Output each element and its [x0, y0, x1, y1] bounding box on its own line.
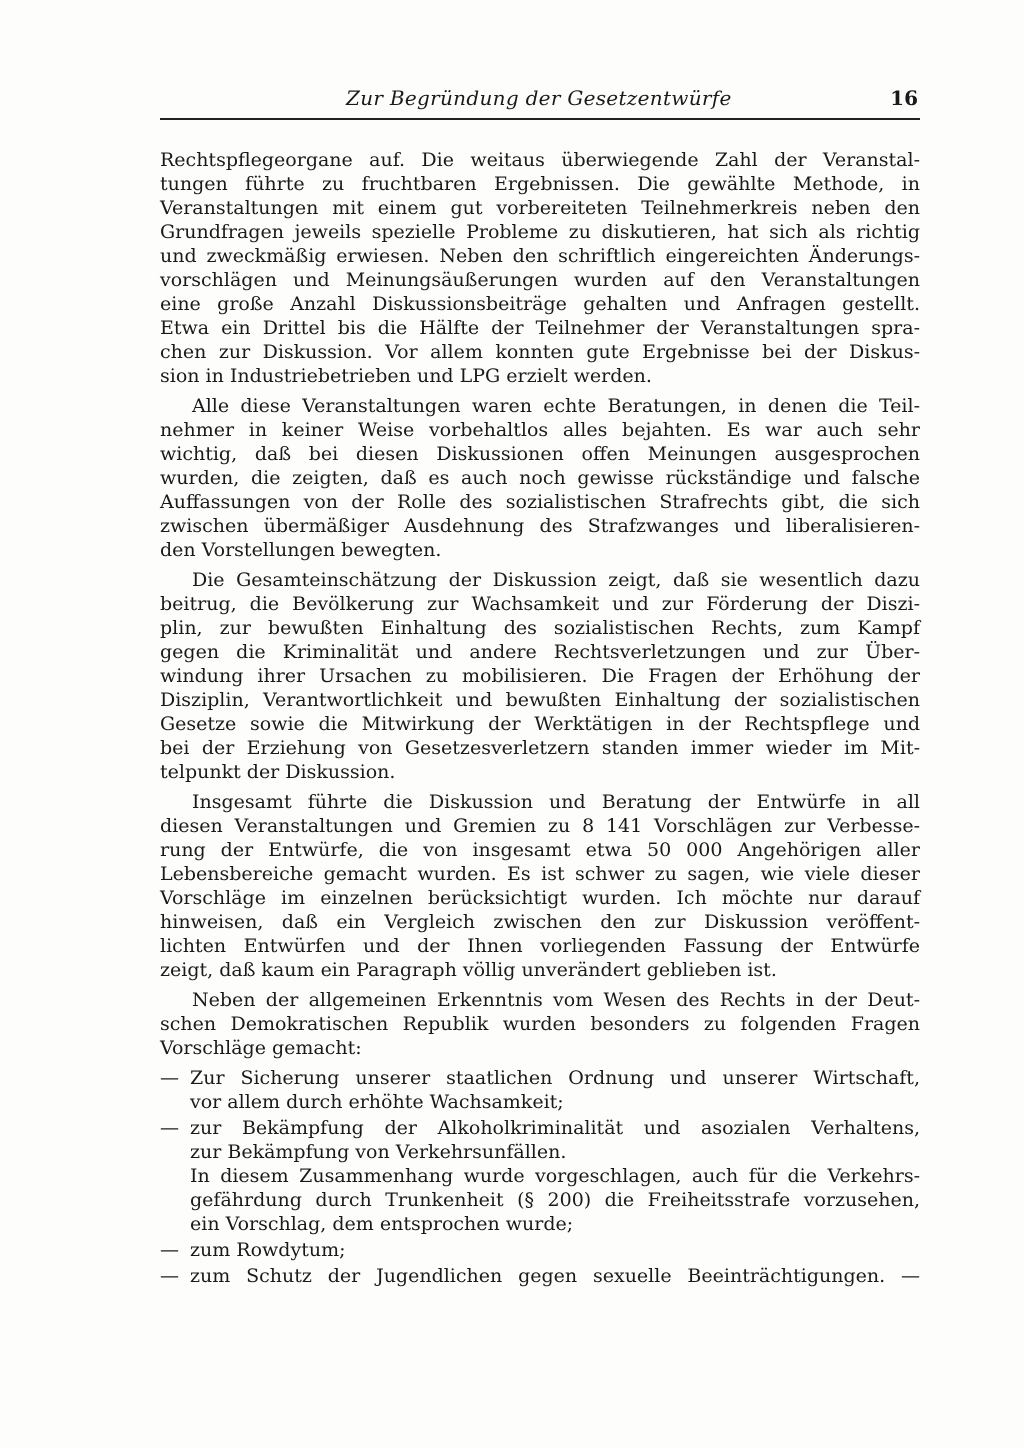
text-line: hinweisen, daß ein Vergleich zwischen den zur Diskussion veröffent-	[160, 911, 920, 933]
text-line: Vorschläge im einzelnen berücksichtigt wurden. Ich möchte nur darauf	[160, 887, 920, 909]
text-line: plin, zur bewußten Einhaltung des sozialistischen Rechts, zum Kampf	[160, 617, 920, 639]
text-line: Neben der allgemeinen Erkenntnis vom Wesen des Rechts in der Deut-	[192, 989, 920, 1011]
paragraph-5	[160, 988, 920, 1060]
paragraph-2	[160, 394, 920, 562]
dash-bullet: —	[160, 1265, 179, 1287]
list-item	[160, 1264, 920, 1288]
text-line: windung ihrer Ursachen zu mobilisieren. Die Fragen der Erhöhung der	[160, 665, 920, 687]
text-line: wichtig, daß bei diesen Diskussionen offen Meinungen ausgesprochen	[160, 443, 920, 465]
text-line: und zweckmäßig erwiesen. Neben den schriftlich eingereichten Änderungs-	[160, 245, 920, 267]
text-line: zur Bekämpfung von Verkehrsunfällen.	[190, 1141, 567, 1163]
text-line: zur Bekämpfung der Alkoholkriminalität und asozialen Verhaltens,	[190, 1117, 920, 1139]
text-line: zum Rowdytum;	[190, 1239, 346, 1261]
list-item	[160, 1238, 920, 1262]
page-number: 16	[890, 86, 918, 110]
text-line: diesen Veranstaltungen und Gremien zu 8 141 Vorschlägen zur Verbesse-	[160, 815, 920, 837]
text-line: Veranstaltungen mit einem gut vorbereiteten Teilnehmerkreis neben den	[160, 197, 920, 219]
proposal-list	[160, 1066, 920, 1288]
text-line: gefährdung durch Trunkenheit (§ 200) die Freiheitsstrafe vorzusehen,	[190, 1189, 920, 1211]
dash-bullet: —	[160, 1117, 179, 1139]
text-line: vorschlägen und Meinungsäußerungen wurden auf den Veranstaltungen	[160, 269, 920, 291]
text-line: eine große Anzahl Diskussionsbeiträge gehalten und Anfragen gestellt.	[160, 293, 920, 315]
running-title: Zur Begründung der Gesetzentwürfe	[346, 86, 732, 110]
text-line: zum Schutz der Jugendlichen gegen sexuelle Beeinträchtigungen. —	[190, 1265, 920, 1287]
text-line: Vorschläge gemacht:	[160, 1037, 362, 1059]
text-line: den Vorstellungen bewegten.	[160, 539, 442, 561]
text-line: bei der Erziehung von Gesetzesverletzern standen immer wieder im Mit-	[160, 737, 920, 759]
text-line: Alle diese Veranstaltungen waren echte Beratungen, in denen die Teil-	[192, 395, 920, 417]
text-line: nehmer in keiner Weise vorbehaltlos alles bejahten. Es war auch sehr	[160, 419, 920, 441]
text-line: Auffassungen von der Rolle des sozialistischen Strafrechts gibt, die sich	[160, 491, 920, 513]
running-header	[160, 84, 920, 120]
paragraph-4	[160, 790, 920, 982]
text-line: Grundfragen jeweils spezielle Probleme zu diskutieren, hat sich als richtig	[160, 221, 920, 243]
text-line: wurden, die zeigten, daß es auch noch gewisse rückständige und falsche	[160, 467, 920, 489]
list-item	[160, 1066, 920, 1114]
paragraph-1	[160, 148, 920, 388]
text-line: rung der Entwürfe, die von insgesamt etwa 50 000 Angehörigen aller	[160, 839, 920, 861]
text-line: zeigt, daß kaum ein Paragraph völlig unverändert geblieben ist.	[160, 959, 777, 981]
dash-bullet: —	[160, 1067, 179, 1089]
body-text	[160, 148, 920, 1290]
paragraph-3	[160, 568, 920, 784]
text-line: zwischen übermäßiger Ausdehnung des Strafzwanges und liberalisieren-	[160, 515, 920, 537]
text-line: Insgesamt führte die Diskussion und Beratung der Entwürfe in all	[192, 791, 920, 813]
text-line: ein Vorschlag, dem entsprochen wurde;	[190, 1213, 574, 1235]
text-line: telpunkt der Diskussion.	[160, 761, 396, 783]
text-line: Zur Sicherung unserer staatlichen Ordnung und unserer Wirtschaft,	[190, 1067, 920, 1089]
text-line: In diesem Zusammenhang wurde vorgeschlagen, auch für die Verkehrs-	[190, 1165, 920, 1187]
text-line: Rechtspflegeorgane auf. Die weitaus überwiegende Zahl der Veranstal-	[160, 149, 920, 171]
dash-bullet: —	[160, 1239, 179, 1261]
text-line: Disziplin, Verantwortlichkeit und bewußten Einhaltung der sozialistischen	[160, 689, 920, 711]
text-line: chen zur Diskussion. Vor allem konnten gute Ergebnisse bei der Diskus-	[160, 341, 920, 363]
text-line: Lebensbereiche gemacht wurden. Es ist schwer zu sagen, wie viele dieser	[160, 863, 920, 885]
text-line: sion in Industriebetrieben und LPG erzielt werden.	[160, 365, 652, 387]
text-line: beitrug, die Bevölkerung zur Wachsamkeit und zur Förderung der Diszi-	[160, 593, 920, 615]
text-line: vor allem durch erhöhte Wachsamkeit;	[190, 1091, 564, 1113]
text-line: Gesetze sowie die Mitwirkung der Werktätigen in der Rechtspflege und	[160, 713, 920, 735]
list-item	[160, 1116, 920, 1236]
text-line: gegen die Kriminalität und andere Rechtsverletzungen und zur Über-	[160, 641, 920, 663]
text-line: Die Gesamteinschätzung der Diskussion zeigt, daß sie wesentlich dazu	[192, 569, 920, 591]
text-line: Etwa ein Drittel bis die Hälfte der Teilnehmer der Veranstaltungen spra-	[160, 317, 920, 339]
text-line: schen Demokratischen Republik wurden besonders zu folgenden Fragen	[160, 1013, 920, 1035]
text-line: lichten Entwürfen und der Ihnen vorliegenden Fassung der Entwürfe	[160, 935, 920, 957]
text-line: tungen führte zu fruchtbaren Ergebnissen. Die gewählte Methode, in	[160, 173, 920, 195]
